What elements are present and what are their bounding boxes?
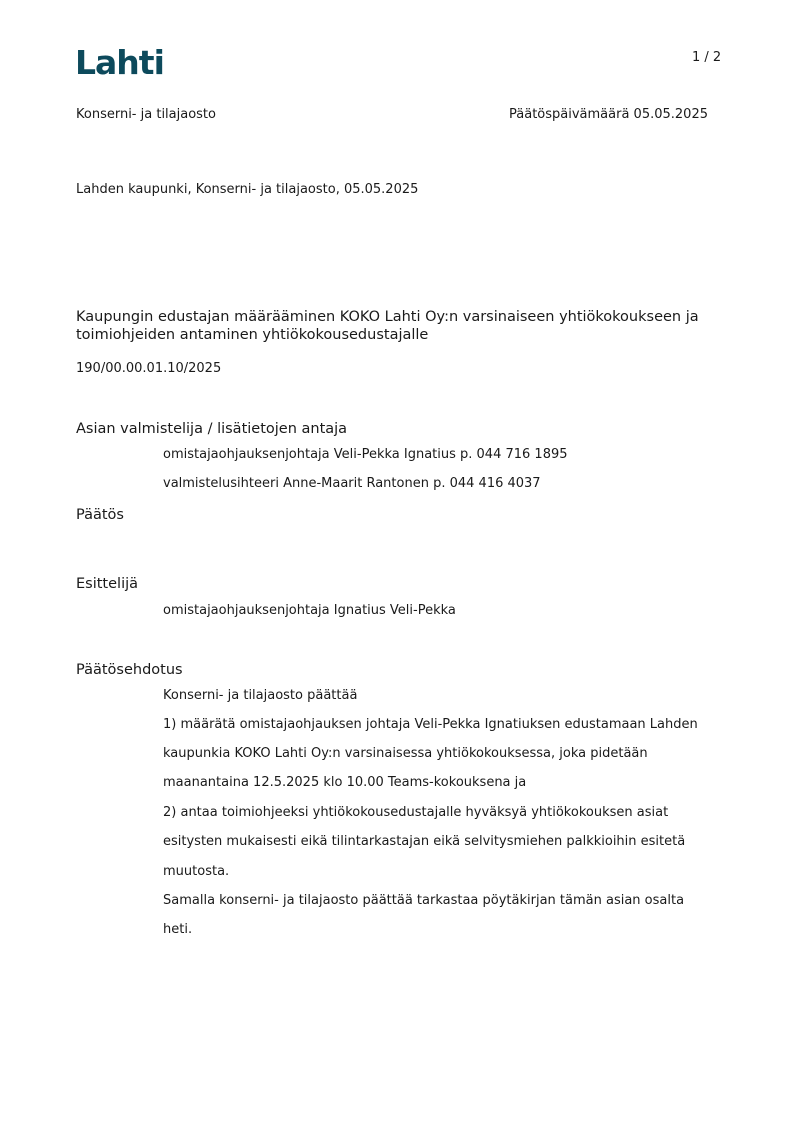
decision-heading: Päätös <box>76 507 124 523</box>
proposal-line: Samalla konserni- ja tilajaosto päättää tarkastaa pöytäkirjan tämän asian osalta <box>163 893 685 908</box>
preparer-item: omistajaohjauksenjohtaja Veli-Pekka Ignatius p. 044 716 1895 <box>163 447 568 462</box>
proposal-line: kaupunkia KOKO Lahti Oy:n varsinaisessa yhtiökokouksessa, joka pidetään <box>163 746 648 761</box>
proposal-line: 2) antaa toimiohjeeksi yhtiökokousedustajalle hyväksyä yhtiökokouksen asiat <box>163 805 669 820</box>
proposal-line: Konserni- ja tilajaosto päättää <box>163 688 358 703</box>
preparers-heading: Asian valmistelija / lisätietojen antaja <box>76 421 348 437</box>
proposal-line: muutosta. <box>163 864 230 879</box>
meeting-line: Lahden kaupunki, Konserni- ja tilajaosto, 05.05.2025 <box>76 182 419 197</box>
presenter-name: omistajaohjauksenjohtaja Ignatius Veli-Pekka <box>163 603 456 618</box>
proposal-line: esitysten mukaisesti eikä tilintarkastajan eikä selvitysmiehen palkkioihin esitetä <box>163 834 686 849</box>
document-title-line-2: toimiohjeiden antaminen yhtiökokousedustajalle <box>76 327 429 343</box>
proposal-heading: Päätösehdotus <box>76 662 183 678</box>
page-number: 1 / 2 <box>692 50 722 65</box>
header-decision-date: Päätöspäivämäärä 05.05.2025 <box>509 107 708 122</box>
lahti-logo: Lahti <box>75 43 164 82</box>
document-title-line-1: Kaupungin edustajan määrääminen KOKO Lahti Oy:n varsinaiseen yhtiökokoukseen ja <box>76 309 699 325</box>
proposal-line: 1) määrätä omistajaohjauksen johtaja Veli-Pekka Ignatiuksen edustamaan Lahden <box>163 717 698 732</box>
proposal-line: maanantaina 12.5.2025 klo 10.00 Teams-kokouksena ja <box>163 775 527 790</box>
header-body-name: Konserni- ja tilajaosto <box>76 107 216 122</box>
diary-number: 190/00.00.01.10/2025 <box>76 361 222 376</box>
presenter-heading: Esittelijä <box>76 576 139 592</box>
document-title <box>76 308 716 344</box>
preparer-item: valmistelusihteeri Anne-Maarit Rantonen p. 044 416 4037 <box>163 476 541 491</box>
proposal-line: heti. <box>163 922 193 937</box>
